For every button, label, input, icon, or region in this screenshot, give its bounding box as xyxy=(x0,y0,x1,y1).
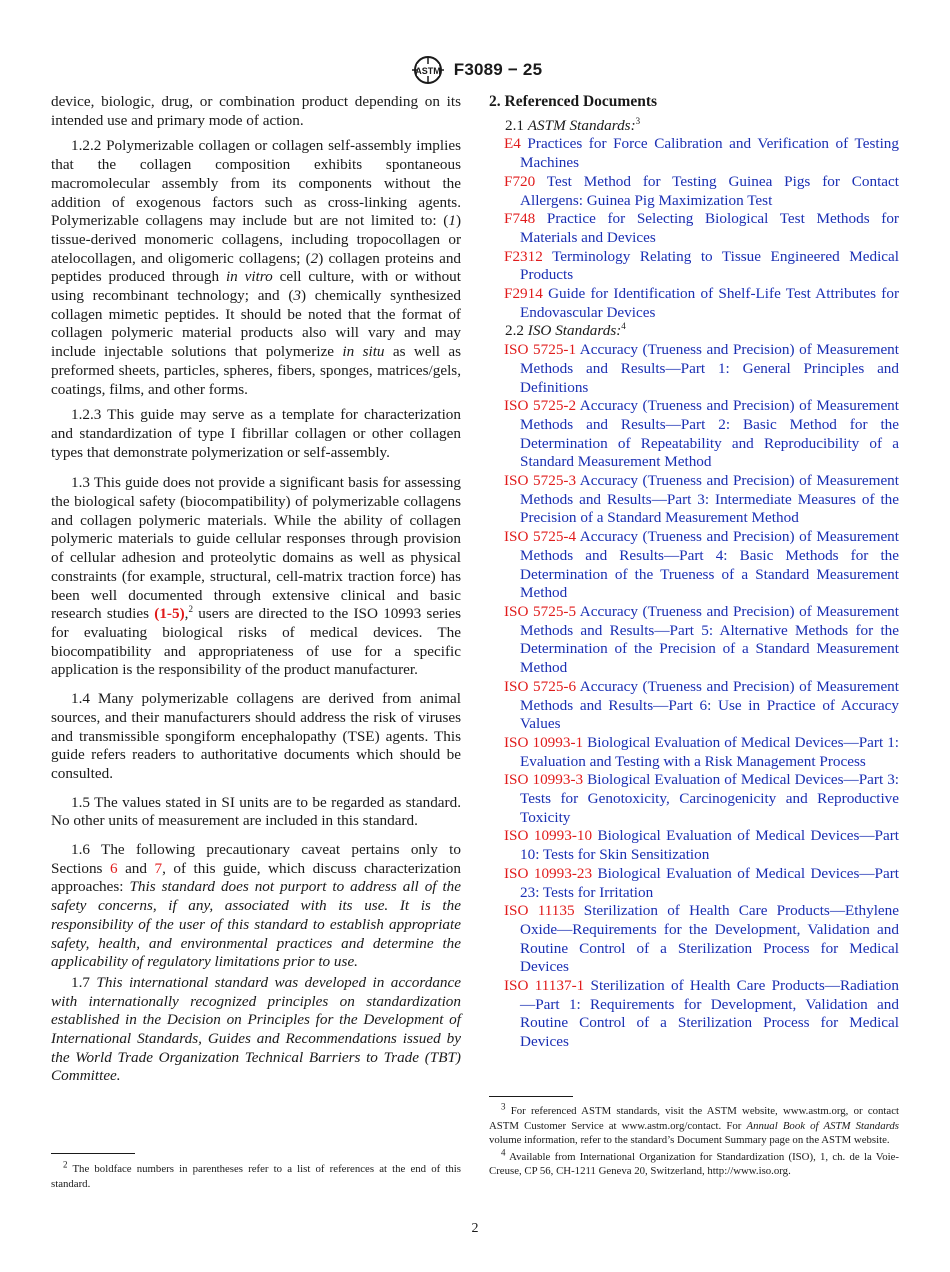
iso-reference-title-link[interactable]: Accuracy (Trueness and Precision) of Measurement Methods and Results—Part 4: Basic Methods for the Determination of the Trueness of a Standard Measurement Method xyxy=(520,528,899,602)
iso-reference-title-link[interactable]: Accuracy (Trueness and Precision) of Measurement Methods and Results—Part 6: Use in Practice of Accuracy Values xyxy=(520,677,899,733)
iso-reference-code-link[interactable]: ISO 5725-6 xyxy=(504,677,577,695)
astm-reference-item[interactable] xyxy=(489,210,899,247)
astm-reference-code-link[interactable]: F720 xyxy=(504,172,536,190)
footnote-2: $^2$ The boldface numbers in parentheses refer to a list of references at the end of this standard. xyxy=(51,1159,461,1190)
paragraph-1-2-2: 1.2.2 Polymerizable collagen or collagen self-assembly implies that the collagen composition exhibits spontaneous macromolecular assembly from its components without the addition of exogenous factors such as cross-linking agents. Polymerizable collagens may include but are not limited to: (1) tissue-derived monomeric collagens, including tropocollagen or atelocollagen, and oligomeric collagens; (2) collagen proteins and peptides produced through in vitro cell culture, with or without using recombinant technology; and (3) chemically synthesized collagen mimetic peptides. It should be noted that the format of collagen polymeric material products also will vary and may include injectable solutions that polymerize in situ as well as preformed sheets, particles, spheres, fibers, sponges, matrices/gels, coatings, films, and other forms. xyxy=(51,137,462,398)
footnote-rule-left xyxy=(51,1153,135,1154)
paragraph-1-5: 1.5 The values stated in SI units are to be regarded as standard. No other units of measurement are included in this standard. xyxy=(51,793,461,830)
astm-reference-title-link[interactable]: Guide for Identification of Shelf-Life Test Attributes for Endovascular Devices xyxy=(520,285,899,321)
astm-reference-code-link[interactable]: F2312 xyxy=(504,247,543,265)
iso-reference-code-link[interactable]: ISO 5725-3 xyxy=(504,472,577,490)
paragraph-1-6: 1.6 The following precautionary caveat pertains only to Sections 6 and 7, of this guide, which discuss characterization approaches: This standard does not purport to address all of the safety concerns, if any, associated with its use. It is the responsibility of the user of this standard to establish appropriate safety, health, and environmental practices and determine the applicability of regulatory limitations prior to use. xyxy=(51,841,462,971)
astm-reference-code-link[interactable]: E4 xyxy=(504,135,521,153)
iso-reference-title-link[interactable]: Biological Evaluation of Medical Devices—Part 10: Tests for Skin Sensitization xyxy=(520,827,900,864)
astm-standards-label: 2.1 ASTM Standards:$^3$ xyxy=(505,115,641,134)
iso-reference-title-link[interactable]: Accuracy (Trueness and Precision) of Measurement Methods and Results—Part 3: Intermediate Measures of the Precision of a Standard Measurement Method xyxy=(520,472,899,527)
section-7-link[interactable]: 7 xyxy=(154,859,163,877)
iso-reference-list xyxy=(489,341,899,1052)
astm-reference-item[interactable] xyxy=(489,248,899,285)
paragraph-1-2-3: 1.2.3 This guide may serve as a template for characterization and standardization of type I fibrillar collagen or other collagen types that demonstrate polymerization or self-assembly. xyxy=(51,406,461,461)
iso-reference-item[interactable] xyxy=(489,678,899,734)
iso-reference-code-link[interactable]: ISO 11135 xyxy=(504,902,575,920)
iso-reference-title-link[interactable]: Biological Evaluation of Medical Devices—Part 1: Evaluation and Testing with a Risk Management Process xyxy=(520,733,900,770)
iso-reference-code-link[interactable]: ISO 5725-5 xyxy=(504,602,577,620)
iso-reference-code-link[interactable]: ISO 10993-3 xyxy=(504,771,584,789)
page-header xyxy=(0,55,950,85)
iso-reference-title-link[interactable]: Accuracy (Trueness and Precision) of Measurement Methods and Results—Part 1: General Principles and Definitions xyxy=(520,341,899,396)
footnote-3: $^3$ For referenced ASTM standards, visit the ASTM website, www.astm.org, or contact ASTM Customer Service at www.astm.org/contact. For Annual Book of ASTM Standards volume information, refer to the standard’s Document Summary page on the ASTM website. xyxy=(489,1101,899,1146)
iso-reference-code-link[interactable]: ISO 5725-4 xyxy=(504,528,577,546)
iso-reference-item[interactable] xyxy=(489,865,899,902)
left-column xyxy=(51,93,461,1093)
footnote-4: $^4$ Available from International Organization for Standardization (ISO), 1, ch. de la Voie-Creuse, CP 56, CH-1211 Geneva 20, Switzerland, http://www.iso.org. xyxy=(489,1146,899,1177)
astm-reference-item[interactable] xyxy=(489,135,899,172)
iso-reference-title-link[interactable]: Biological Evaluation of Medical Devices—Part 3: Tests for Genotoxicity, Carcinogenicity and Reproductive Toxicity xyxy=(520,771,900,826)
iso-reference-code-link[interactable]: ISO 5725-1 xyxy=(504,341,577,359)
astm-reference-item[interactable] xyxy=(489,285,899,322)
footnote-rule-right xyxy=(489,1096,573,1097)
astm-reference-list xyxy=(489,135,899,322)
section-6-link[interactable]: 6 xyxy=(109,859,118,877)
document-id: F3089 − 25 xyxy=(453,60,543,79)
iso-reference-title-link[interactable]: Accuracy (Trueness and Precision) of Measurement Methods and Results—Part 2: Basic Method for the Determination of Repeatability and Reproducibility of a Standard Measurement Method xyxy=(520,397,899,471)
iso-reference-title-link[interactable]: Biological Evaluation of Medical Devices—Part 23: Tests for Irritation xyxy=(520,864,900,901)
iso-reference-item[interactable] xyxy=(489,771,899,827)
astm-logo-icon xyxy=(408,55,448,85)
paragraph-1-7: 1.7 This international standard was developed in accordance with internationally recognized principles on standardization established in the Decision on Principles for the Development of International Standards, Guides and Recommendations issued by the World Trade Organization Technical Barriers to Trade (TBT) Committee. xyxy=(51,973,461,1085)
astm-reference-code-link[interactable]: F748 xyxy=(504,210,536,228)
iso-reference-item[interactable] xyxy=(489,472,899,528)
astm-reference-title-link[interactable]: Test Method for Testing Guinea Pigs for Contact Allergens: Guinea Pig Maximization Test xyxy=(520,172,899,209)
logo-text: ASTM xyxy=(415,66,441,76)
iso-reference-item[interactable] xyxy=(489,528,899,603)
paragraph-1-4: 1.4 Many polymerizable collagens are derived from animal sources, and their manufacturers should address the risk of viruses and transmissible spongiform encephalopathy (TSE) agents. This guide refers readers to authoritative documents which should be consulted. xyxy=(51,690,461,782)
iso-reference-title-link[interactable]: Sterilization of Health Care Products—Ethylene Oxide—Requirements for the Development, Validation and Routine Control of a Sterilization Process for Medical Devices xyxy=(520,902,899,976)
iso-reference-item[interactable] xyxy=(489,603,899,678)
astm-reference-item[interactable] xyxy=(489,173,899,210)
astm-reference-title-link[interactable]: Terminology Relating to Tissue Engineered Medical Products xyxy=(520,247,899,284)
iso-reference-item[interactable] xyxy=(489,977,899,1052)
iso-reference-item[interactable] xyxy=(489,734,899,771)
iso-reference-title-link[interactable]: Sterilization of Health Care Products—Radiation—Part 1: Requirements for Development, Validation and Routine Control of a Sterilization Process for Medical Devices xyxy=(520,977,899,1051)
iso-reference-item[interactable] xyxy=(489,902,899,977)
iso-reference-code-link[interactable]: ISO 5725-2 xyxy=(504,397,577,415)
astm-reference-title-link[interactable]: Practices for Force Calibration and Verification of Testing Machines xyxy=(520,135,899,172)
iso-standards-label: 2.2 ISO Standards:$^4$ xyxy=(505,321,626,340)
paragraph-1-3: 1.3 This guide does not provide a significant basis for assessing the biological safety (biocompatibility) of polymerizable collagens and collagen polymeric materials. While the ability of collagen polymeric materials to guide cellular responses through provision of cellular adhesion and proteolytic domains as well as physical constraints (for example, structural, cell-matrix traction force) has been well documented through extensive clinical and basic research studies (1-5),$^2$ users are directed to the ISO 10993 series for evaluating biological risks of medical devices. The biocompatibility and appropriateness of use for a specific application is the responsibility of the product manufacturer. xyxy=(51,474,461,679)
iso-reference-title-link[interactable]: Accuracy (Trueness and Precision) of Measurement Methods and Results—Part 5: Alternative Methods for the Determination of the Precision of a Standard Measurement Method xyxy=(520,602,899,677)
iso-reference-item[interactable] xyxy=(489,827,899,864)
astm-reference-code-link[interactable]: F2914 xyxy=(504,285,543,303)
astm-reference-title-link[interactable]: Practice for Selecting Biological Test Methods for Materials and Devices xyxy=(520,210,899,246)
reference-link[interactable]: (1-5) xyxy=(154,605,185,623)
right-column xyxy=(489,93,899,1052)
footnote-ref-2[interactable]: 2 xyxy=(188,604,193,615)
section-title-referenced-documents: 2. Referenced Documents xyxy=(489,93,658,110)
iso-reference-item[interactable] xyxy=(489,397,899,472)
iso-reference-code-link[interactable]: ISO 11137-1 xyxy=(504,977,585,995)
iso-reference-code-link[interactable]: ISO 10993-23 xyxy=(504,864,593,882)
iso-reference-code-link[interactable]: ISO 10993-1 xyxy=(504,733,584,751)
footnotes-right xyxy=(489,1101,899,1181)
paragraph-1-2-1-cont: device, biologic, drug, or combination product depending on its intended use and primary mode of action. xyxy=(51,93,461,129)
iso-reference-code-link[interactable]: ISO 10993-10 xyxy=(504,827,593,845)
page-number: 2 xyxy=(471,1221,479,1236)
iso-reference-item[interactable] xyxy=(489,341,899,397)
